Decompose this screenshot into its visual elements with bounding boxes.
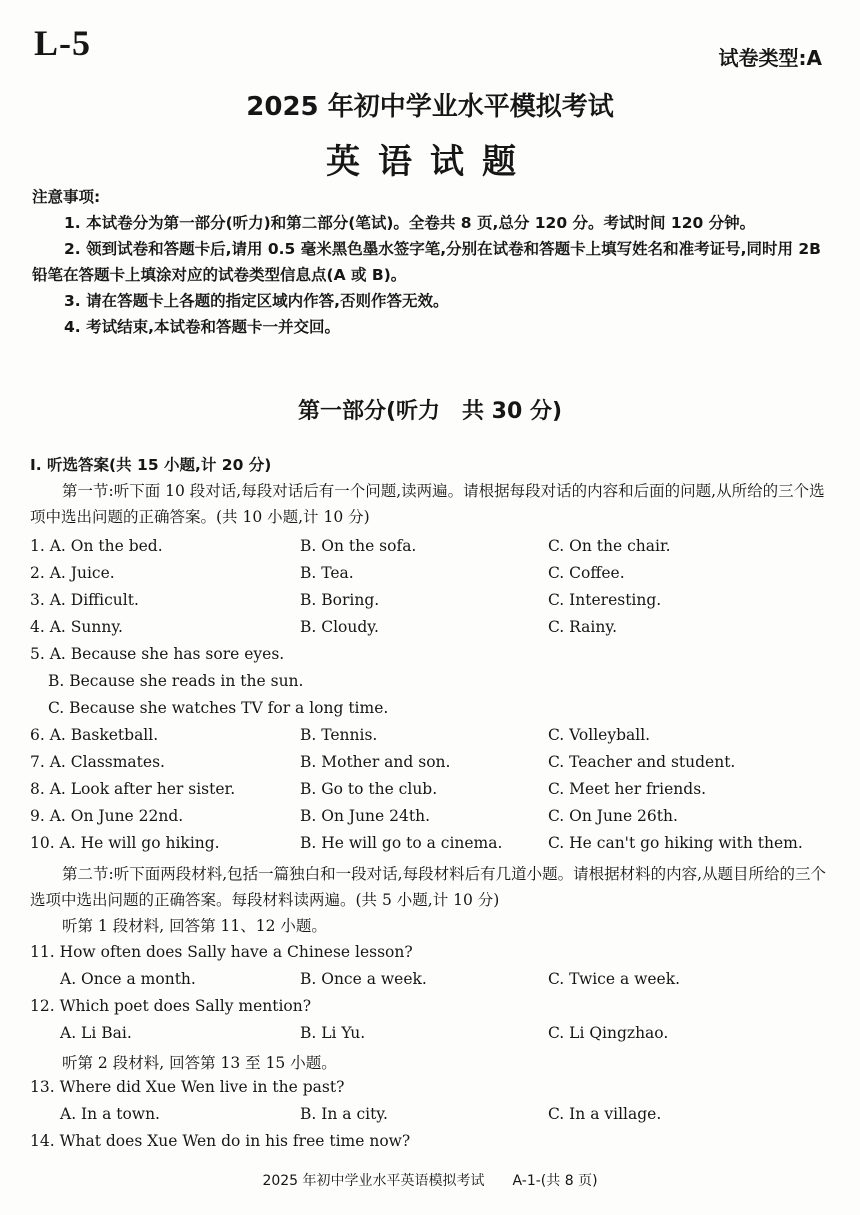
question-row [30,726,830,753]
part1-section [30,452,830,530]
question-row [30,699,830,726]
option-a: 5. A. Because she has sore eyes. [30,645,285,663]
material1-note: 听第 1 段材料, 回答第 11、12 小题。 [62,917,327,935]
sub2-block [30,861,830,939]
notes-heading: 注意事项: [32,188,101,206]
subject-title: 英语试题 [326,142,534,182]
question-stem [30,997,830,1024]
option-c: C. Twice a week. [548,970,681,988]
option-a: 3. A. Difficult. [30,591,139,609]
question-row [30,753,830,780]
question-row [30,537,830,564]
option-c: C. Teacher and student. [548,753,736,771]
option-a: A. Once a month. [60,970,196,988]
option-b: B. He will go to a cinema. [300,834,503,852]
sub2-instructions: 第二节:听下面两段材料,包括一篇独白和一段对话,每段材料后有几道小题。请根据材料的内容,从题目所给的三个选项中选出问题的正确答案。每段材料读两遍。(共 5 小题,计 10 分) [30,865,827,909]
option-b: B. Boring. [300,591,380,609]
sub1-instructions: 第一节:听下面 10 段对话,每段对话后有一个问题,读两遍。请根据每段对话的内容和后面的问题,从所给的三个选项中选出问题的正确答案。(共 10 小题,计 10 分) [30,482,825,526]
option-a: 1. A. On the bed. [30,537,163,555]
option-b: B. Cloudy. [300,618,379,636]
option-c: C. He can't go hiking with them. [548,834,803,852]
option-b: B. Tennis. [300,726,378,744]
note-item: 3. 请在答题卡上各题的指定区域内作答,否则作答无效。 [64,292,449,310]
paper-code: L-5 [34,23,91,63]
option-a: A. In a town. [60,1105,160,1123]
part1-title: 第一部分(听力 共 30 分) [297,399,563,424]
option-b: B. Tea. [300,564,354,582]
question-stem [30,943,830,970]
option-a: 8. A. Look after her sister. [30,780,236,798]
option-a: 7. A. Classmates. [30,753,165,771]
page-footer: 2025 年初中学业水平英语模拟考试 A-1-(共 8 页) [262,1173,598,1189]
note-item: 4. 考试结束,本试卷和答题卡一并交回。 [64,318,340,336]
question-row [30,780,830,807]
option-a: 10. A. He will go hiking. [30,834,220,852]
stem: 13. Where did Xue Wen live in the past? [30,1078,345,1096]
paper-type: 试卷类型:A [718,46,822,70]
option-a: 4. A. Sunny. [30,618,123,636]
option-b: B. Once a week. [300,970,427,988]
option-c: C. In a village. [548,1105,662,1123]
option-c: C. On June 26th. [548,807,678,825]
question-row [30,618,830,645]
question-row [30,645,830,672]
option-c: C. Interesting. [548,591,662,609]
note-item: 1. 本试卷分为第一部分(听力)和第二部分(笔试)。全卷共 8 页,总分 120 分。考试时间 120 分钟。 [64,214,756,232]
option-b: B. On June 24th. [300,807,431,825]
stem: 12. Which poet does Sally mention? [30,997,312,1015]
option-b: B. Li Yu. [300,1024,366,1042]
question-row [30,1105,830,1132]
option-a: A. Li Bai. [60,1024,132,1042]
material2-note: 听第 2 段材料, 回答第 13 至 15 小题。 [62,1054,337,1072]
question-row [30,672,830,699]
stem: 14. What does Xue Wen do in his free time now? [30,1132,411,1150]
option-b: B. Go to the club. [300,780,438,798]
option-b: B. Mother and son. [300,753,451,771]
material2-row [30,1051,830,1078]
option-b: B. On the sofa. [300,537,417,555]
question-row [30,564,830,591]
exam-title: 2025 年初中学业水平模拟考试 [246,92,614,122]
option-a: 2. A. Juice. [30,564,115,582]
stem: 11. How often does Sally have a Chinese lesson? [30,943,413,961]
option-c: C. Li Qingzhao. [548,1024,669,1042]
option-b: B. Because she reads in the sun. [48,672,304,690]
option-a: 6. A. Basketball. [30,726,159,744]
option-c: C. Coffee. [548,564,625,582]
question-stem [30,1078,830,1105]
option-b: B. In a city. [300,1105,388,1123]
option-c: C. Meet her friends. [548,780,707,798]
option-a: 9. A. On June 22nd. [30,807,184,825]
note-item: 2. 领到试卷和答题卡后,请用 0.5 毫米黑色墨水签字笔,分别在试卷和答题卡上填写姓名和准考证号,同时用 2B 铅笔在答题卡上填涂对应的试卷类型信息点(A 或 B)。 [32,240,821,284]
question-row [30,591,830,618]
option-c: C. On the chair. [548,537,671,555]
option-c: C. Rainy. [548,618,617,636]
question-stem [30,1132,830,1159]
option-c: C. Because she watches TV for a long time. [48,699,389,717]
notes-block [32,184,830,340]
question-row [30,807,830,834]
option-c: C. Volleyball. [548,726,651,744]
question-row [30,970,830,997]
section-heading: I. 听选答案(共 15 小题,计 20 分) [30,456,272,474]
question-row [30,1024,830,1051]
question-row [30,834,830,861]
